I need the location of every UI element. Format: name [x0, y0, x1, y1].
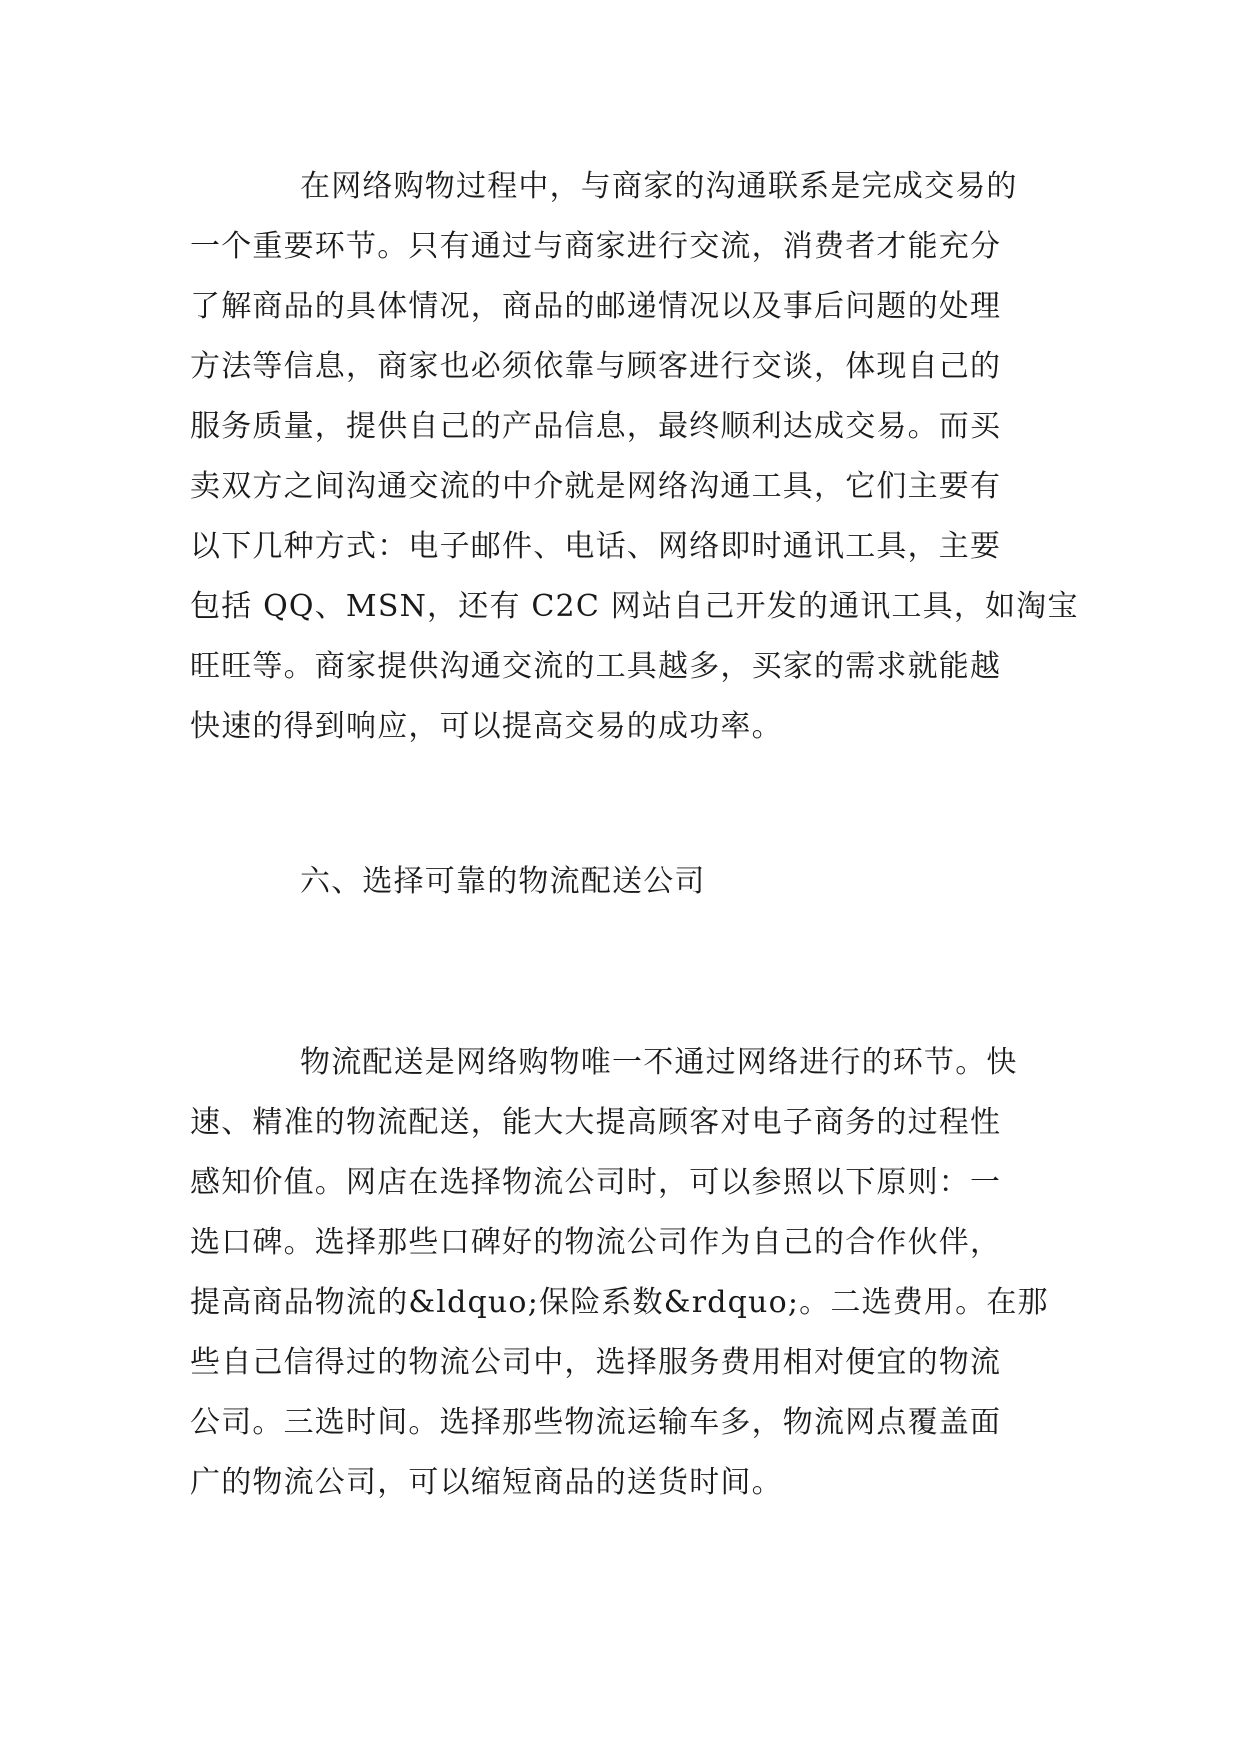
- paragraph-communication: [190, 157, 1079, 757]
- text-line: 了解商品的具体情况，商品的邮递情况以及事后问题的处理: [190, 289, 1002, 324]
- section-heading: 六、选择可靠的物流配送公司: [300, 864, 706, 899]
- text-line: 速、精准的物流配送，能大大提高顾客对电子商务的过程性: [190, 1105, 1002, 1140]
- text-line: 卖双方之间沟通交流的中介就是网络沟通工具，它们主要有: [190, 469, 1002, 504]
- text-line: 公司。三选时间。选择那些物流运输车多，物流网点覆盖面: [190, 1405, 1002, 1440]
- text-line: 方法等信息，商家也必须依靠与顾客进行交谈，体现自己的: [190, 349, 1002, 384]
- text-line: 选口碑。选择那些口碑好的物流公司作为自己的合作伙伴，: [190, 1225, 1002, 1260]
- paragraph-logistics: [190, 1033, 1060, 1513]
- text-line: 物流配送是网络购物唯一不通过网络进行的环节。快: [300, 1045, 1018, 1080]
- text-line: 快速的得到响应，可以提高交易的成功率。: [190, 709, 783, 744]
- text-line: 感知价值。网店在选择物流公司时，可以参照以下原则：一: [190, 1165, 1002, 1200]
- text-line: 服务质量，提供自己的产品信息，最终顺利达成交易。而买: [190, 409, 1002, 444]
- text-line: 一个重要环节。只有通过与商家进行交流，消费者才能充分: [190, 229, 1002, 264]
- text-line: 提高商品物流的&ldquo;保险系数&rdquo;。二选费用。在那: [190, 1285, 1049, 1320]
- text-line: 以下几种方式：电子邮件、电话、网络即时通讯工具，主要: [190, 529, 1002, 564]
- text-line: 旺旺等。商家提供沟通交流的工具越多，买家的需求就能越: [190, 649, 1002, 684]
- text-line: 些自己信得过的物流公司中，选择服务费用相对便宜的物流: [190, 1345, 1002, 1380]
- text-line: 广的物流公司，可以缩短商品的送货时间。: [190, 1465, 783, 1500]
- text-line: 在网络购物过程中，与商家的沟通联系是完成交易的: [300, 169, 1018, 204]
- text-line: 包括 QQ、MSN，还有 C2C 网站自己开发的通讯工具，如淘宝: [190, 589, 1079, 624]
